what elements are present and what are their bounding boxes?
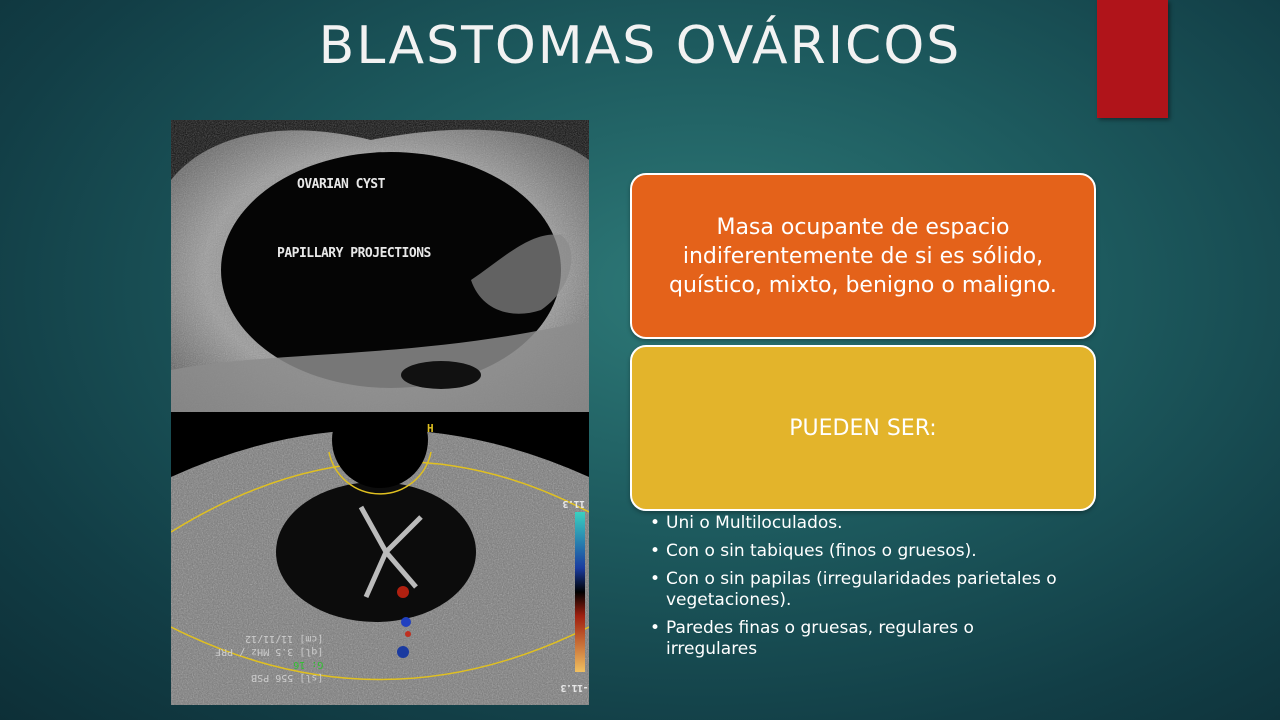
settings-line: [cm] 11/11/12 xyxy=(245,633,324,644)
marker-label: H xyxy=(427,422,434,435)
ovarian-cyst-label: OVARIAN CYST xyxy=(297,177,385,192)
ultrasound-bottom-panel xyxy=(171,412,589,705)
settings-line: G: 16 xyxy=(293,659,324,670)
types-heading-text: PUEDEN SER: xyxy=(789,415,937,441)
slide-title: BLASTOMAS OVÁRICOS xyxy=(318,16,962,76)
settings-line: [sl] 556 PSB xyxy=(251,672,324,683)
papillary-projections-label: PAPILLARY PROJECTIONS xyxy=(277,246,431,261)
ultrasound-top-panel xyxy=(171,120,589,412)
ultrasound-top-graphic xyxy=(171,120,589,412)
bullet-item: • Paredes finas o gruesas, regulares o irregulares xyxy=(650,618,1070,660)
scale-bottom-label: -11.3 xyxy=(561,682,589,693)
definition-text: Masa ocupante de espacio indiferentemente de si es sólido, quístico, mixto, benigno o maligno. xyxy=(669,214,1057,298)
definition-box xyxy=(630,173,1096,339)
bullet-item: • Uni o Multiloculados. xyxy=(650,513,1070,534)
bullet-item: • Con o sin tabiques (finos o gruesos). xyxy=(650,541,1070,562)
bullet-item: • Con o sin papilas (irregularidades parietales o vegetaciones). xyxy=(650,569,1070,611)
bullet-list xyxy=(650,513,1070,667)
scale-top-label: 11.3 xyxy=(563,498,586,509)
ultrasound-image xyxy=(171,120,589,705)
types-heading-box xyxy=(630,345,1096,511)
settings-line: [ql] 3.5 MHz / PRF xyxy=(215,646,324,657)
settings-readout xyxy=(215,632,323,684)
